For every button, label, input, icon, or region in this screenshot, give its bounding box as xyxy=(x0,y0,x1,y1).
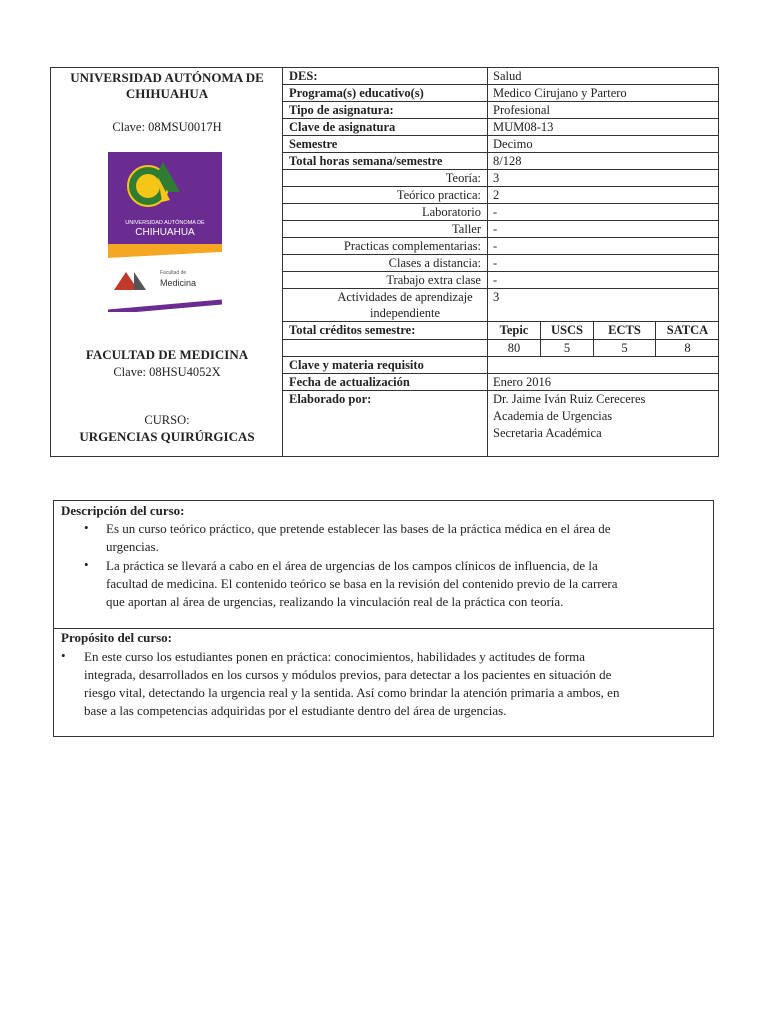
credits-header-satca: SATCA xyxy=(666,323,709,337)
faculty-name: FACULTAD DE MEDICINA xyxy=(85,347,249,362)
row-programa xyxy=(283,85,719,102)
credits-header-uscs: USCS xyxy=(541,322,594,339)
row-value: Salud xyxy=(493,69,522,83)
row-value: 3 xyxy=(493,290,500,304)
row-teorico-practica xyxy=(283,187,719,204)
faculty-code: Clave: 08HSU4052X xyxy=(113,365,221,379)
logo-facultad-small: Facultad de xyxy=(160,270,187,276)
row-value: MUM08-13 xyxy=(493,120,554,134)
row-value: Enero 2016 xyxy=(493,375,551,389)
credits-empty-cell xyxy=(283,340,488,356)
credits-header-row xyxy=(283,322,719,340)
purpose-line1: En este curso los estudiantes ponen en práctica: conocimientos, habilidades y actitudes de forma xyxy=(84,649,586,664)
university-code: Clave: 08MSU0017H xyxy=(112,120,222,134)
row-label: Total horas semana/semestre xyxy=(283,153,488,169)
purpose-line4: base a las competencias adquiridas por el estudiante dentro del área de urgencias. xyxy=(84,703,507,718)
row-fecha xyxy=(283,374,719,391)
institution-column xyxy=(51,68,283,456)
bullet-icon: • xyxy=(61,648,66,663)
row-label: Clave de asignatura xyxy=(283,119,488,135)
purpose-title: Propósito del curso: xyxy=(61,630,172,645)
row-taller xyxy=(283,221,719,238)
description-bullet2-line3: que aportan al área de urgencias, realizando la vinculación real de la práctica con teoría. xyxy=(106,594,564,609)
row-value: 3 xyxy=(493,171,500,185)
row-label: Semestre xyxy=(283,136,488,152)
row-des xyxy=(283,68,719,85)
row-label: Tipo de asignatura: xyxy=(283,102,488,118)
row-value: - xyxy=(493,205,498,219)
logo-state-text: CHIHUAHUA xyxy=(135,227,195,238)
elaborado-secretary: Secretaria Académica xyxy=(493,426,602,440)
row-tipo xyxy=(283,102,719,119)
bullet-icon: • xyxy=(84,557,89,572)
university-name: UNIVERSIDAD AUTÓNOMA DE CHIHUAHUA xyxy=(70,70,264,101)
row-label: Clave y materia requisito xyxy=(283,357,488,373)
credits-header-ects: ECTS xyxy=(594,322,656,339)
course-header-table xyxy=(50,67,719,457)
credits-value-uscs: 5 xyxy=(541,340,594,356)
row-value: - xyxy=(493,256,498,270)
row-clave-materia xyxy=(283,357,719,374)
row-practicas xyxy=(283,238,719,255)
row-value: 2 xyxy=(493,188,500,202)
row-value: - xyxy=(493,239,498,253)
row-value: Medico Cirujano y Partero xyxy=(493,86,627,100)
row-total-horas xyxy=(283,153,719,170)
row-actividades xyxy=(283,289,719,322)
row-value: Decimo xyxy=(493,137,533,151)
row-label: Actividades de aprendizaje independiente xyxy=(283,289,488,321)
row-distancia xyxy=(283,255,719,272)
credits-value-ects: 5 xyxy=(594,340,656,356)
credits-header-tepic: Tepic xyxy=(488,322,541,339)
row-label: Trabajo extra clase xyxy=(283,272,488,288)
description-title: Descripción del curso: xyxy=(61,503,185,518)
row-label: Elaborado por: xyxy=(283,391,488,456)
credits-label: Total créditos semestre: xyxy=(283,322,488,339)
credits-values-row xyxy=(283,340,719,357)
purpose-line3: riesgo vital, detectando la urgencia real y la sentida. Así como brindar la atención primaria a ambos, en xyxy=(84,685,620,700)
row-label: DES: xyxy=(283,68,488,84)
row-semestre xyxy=(283,136,719,153)
row-value: - xyxy=(493,222,498,236)
row-extra-clase xyxy=(283,272,719,289)
description-bullet1-line1: Es un curso teórico práctico, que pretende establecer las bases de la práctica médica en el área de xyxy=(106,521,611,536)
faculty-logo xyxy=(108,152,222,312)
course-description-box xyxy=(53,500,714,737)
credits-value-satca: 8 xyxy=(684,341,691,355)
row-clave xyxy=(283,119,719,136)
row-label: Fecha de actualización xyxy=(283,374,488,390)
elaborado-academy: Academia de Urgencias xyxy=(493,409,613,423)
bullet-icon: • xyxy=(84,520,89,535)
row-label: Programa(s) educativo(s) xyxy=(283,85,488,101)
row-label: Practicas complementarias: xyxy=(283,238,488,254)
credits-value-tepic: 80 xyxy=(488,340,541,356)
row-teoria xyxy=(283,170,719,187)
row-label: Teórico practica: xyxy=(283,187,488,203)
row-label: Laboratorio xyxy=(283,204,488,220)
logo-university-text: UNIVERSIDAD AUTÓNOMA DE xyxy=(125,220,205,226)
elaborado-author: Dr. Jaime Iván Ruiz Cereceres xyxy=(493,392,646,406)
row-value: - xyxy=(493,273,498,287)
row-value: Profesional xyxy=(493,103,550,117)
row-laboratorio xyxy=(283,204,719,221)
purpose-line2: integrada, desarrollados en los cursos y módulos previos, para detectar a los pacientes en situación de xyxy=(84,667,612,682)
course-label: CURSO: xyxy=(144,413,190,427)
row-elaborado xyxy=(283,391,719,456)
description-bullet2-line2: facultad de medicina. El contenido teórico se basa en la revisión del contenido previo de la carrera xyxy=(106,576,618,591)
logo-facultad-text: Medicina xyxy=(160,278,197,288)
row-value: 8/128 xyxy=(493,154,522,168)
description-bullet1-line2: urgencias. xyxy=(106,539,159,554)
course-name: URGENCIAS QUIRÚRGICAS xyxy=(79,429,255,444)
row-label: Teoría: xyxy=(283,170,488,186)
row-label: Clases a distancia: xyxy=(283,255,488,271)
row-label: Taller xyxy=(283,221,488,237)
description-bullet2-line1: La práctica se llevará a cabo en el área de urgencias de los campos clínicos de influencia, de la xyxy=(106,558,598,573)
